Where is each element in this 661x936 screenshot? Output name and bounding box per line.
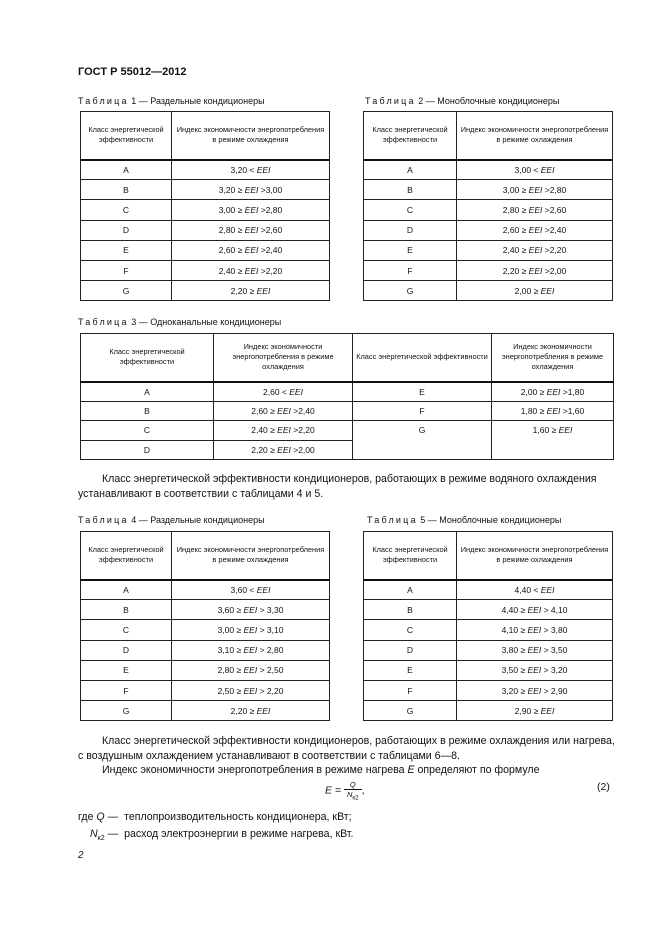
class-cell: A <box>81 382 214 402</box>
index-cell: 3,10 ≥ EEI > 2,80 <box>172 640 330 660</box>
index-cell: 3,20 < EEI <box>172 160 330 180</box>
header-class: Класс энергетической эффективности <box>81 112 172 160</box>
class-cell: D <box>81 220 172 240</box>
class-cell: G <box>81 701 172 721</box>
table-row <box>81 220 330 240</box>
class-cell: C <box>81 200 172 220</box>
denominator-symbol: N <box>347 790 353 799</box>
index-cell: 2,80 ≥ EEI > 2,50 <box>172 660 330 680</box>
index-cell: 2,00 ≥ EEI >1,80 <box>492 382 614 402</box>
paragraph-air-cooling: Класс энергетической эффективности кондиционеров, работающих в режиме охлаждения или нагрева, с воздушным охлаждением устанавливают в соответствии с таблицами 6—8. <box>78 735 615 762</box>
formula-number: (2) <box>597 781 610 793</box>
formula-numerator <box>344 780 362 790</box>
caption-number: 5 <box>420 515 426 525</box>
class-cell: F <box>81 680 172 700</box>
formula-denominator <box>344 790 362 802</box>
caption-title: — Раздельные кондиционеры <box>138 96 265 106</box>
caption-title: — Одноканальные кондиционеры <box>138 317 282 327</box>
table5-caption <box>367 515 561 525</box>
header-class-right: Класс энергетической эффективности <box>353 334 492 382</box>
class-cell: D <box>81 440 214 460</box>
table-row <box>81 580 330 600</box>
table-row <box>364 240 613 260</box>
caption-number: 3 <box>131 317 137 327</box>
table-row <box>81 640 330 660</box>
table3-caption <box>78 317 281 327</box>
table-row <box>364 260 613 280</box>
para3-text-start: Индекс экономичности энергопотребления в режиме нагрева <box>102 764 405 776</box>
index-cell: 2,80 ≥ EEI >2,60 <box>172 220 330 240</box>
paragraph-water-cooling: Класс энергетической эффективности кондиционеров, работающих в режиме водяного охлаждения устанавливают в соответствии с таблицами 4 и 5. <box>78 473 597 500</box>
caption-title: — Раздельные кондиционеры <box>138 515 265 525</box>
class-cell: B <box>364 180 457 200</box>
where-symbol: Q <box>96 811 105 823</box>
table-row <box>81 382 614 402</box>
index-cell: 3,00 ≥ EEI >2,80 <box>172 200 330 220</box>
class-cell: E <box>81 240 172 260</box>
table-row <box>364 640 613 660</box>
class-cell: B <box>81 401 214 421</box>
table-4 <box>80 531 330 721</box>
index-cell: 2,20 ≥ EEI <box>172 701 330 721</box>
index-cell: 3,80 ≥ EEI > 3,50 <box>457 640 613 660</box>
where-dash: — <box>107 828 119 840</box>
caption-title: — Моноблочные кондиционеры <box>427 515 562 525</box>
index-cell: 2,60 ≥ EEI >2,40 <box>214 401 353 421</box>
table-row <box>81 620 330 640</box>
caption-word: Таблица <box>367 515 418 525</box>
table-row <box>364 680 613 700</box>
numerator-symbol: Q <box>349 780 356 789</box>
index-cell: 2,40 ≥ EEI >2,20 <box>457 240 613 260</box>
where-text: теплопроизводительность кондиционера, кВт; <box>124 811 352 823</box>
index-cell: 2,90 ≥ EEI <box>457 701 613 721</box>
table1-caption <box>78 96 265 106</box>
index-cell: 3,00 ≥ EEI > 3,10 <box>172 620 330 640</box>
index-cell: 1,60 ≥ EEI <box>492 421 614 460</box>
table-row <box>81 281 330 301</box>
class-cell: E <box>364 240 457 260</box>
index-cell: 2,20 ≥ EEI >2,00 <box>214 440 353 460</box>
index-cell: 3,00 < EEI <box>457 160 613 180</box>
index-cell: 2,40 ≥ EEI >2,20 <box>172 260 330 280</box>
index-cell: 2,50 ≥ EEI > 2,20 <box>172 680 330 700</box>
caption-number: 4 <box>131 515 137 525</box>
index-cell: 3,60 ≥ EEI > 3,30 <box>172 600 330 620</box>
caption-word: Таблица <box>78 96 129 106</box>
table-row <box>81 421 614 441</box>
where-text: расход электроэнергии в режиме нагрева, кВт. <box>124 828 354 840</box>
header-index: Индекс экономичности энергопотребления в режиме охлаждения <box>172 532 330 580</box>
table4-caption <box>78 515 265 525</box>
class-cell: D <box>364 220 457 240</box>
formula <box>325 780 365 802</box>
class-cell: C <box>81 421 214 441</box>
index-cell: 4,40 ≥ EEI > 4,10 <box>457 600 613 620</box>
formula-fraction <box>344 780 362 802</box>
class-cell: B <box>81 180 172 200</box>
para3-variable: E <box>407 764 415 776</box>
index-cell: 2,60 ≥ EEI >2,40 <box>457 220 613 240</box>
header-index: Индекс экономичности энергопотребления в режиме охлаждения <box>457 112 613 160</box>
table-row <box>364 660 613 680</box>
table-2 <box>363 111 613 301</box>
table-row <box>81 180 330 200</box>
table-row <box>364 701 613 721</box>
index-cell: 2,80 ≥ EEI >2,60 <box>457 200 613 220</box>
table-row <box>81 260 330 280</box>
table-1 <box>80 111 330 301</box>
index-cell: 1,80 ≥ EEI >1,60 <box>492 401 614 421</box>
table-row <box>364 220 613 240</box>
caption-number: 1 <box>131 96 137 106</box>
table-row <box>81 600 330 620</box>
formula-equals: = <box>334 784 342 797</box>
formula-lhs: E <box>325 784 333 797</box>
class-cell: D <box>81 640 172 660</box>
class-cell: E <box>353 382 492 402</box>
class-cell: A <box>364 580 457 600</box>
class-cell: C <box>364 620 457 640</box>
table-row <box>81 701 330 721</box>
table-5 <box>363 531 613 721</box>
class-cell: F <box>364 260 457 280</box>
where-line-n <box>90 827 353 847</box>
header-index-right: Индекс экономичности энергопотребления в режиме охлаждения <box>492 334 614 382</box>
table-3 <box>80 333 614 460</box>
table-row <box>364 180 613 200</box>
header-index: Индекс экономичности энергопотребления в режиме охлаждения <box>172 112 330 160</box>
index-cell: 2,20 ≥ EEI >2,00 <box>457 260 613 280</box>
index-cell: 2,20 ≥ EEI <box>172 281 330 301</box>
class-cell: G <box>364 281 457 301</box>
where-subscript: к2 <box>97 835 105 843</box>
header-class: Класс энергетической эффективности <box>81 532 172 580</box>
class-cell: F <box>81 260 172 280</box>
table-row <box>81 200 330 220</box>
table-row <box>364 580 613 600</box>
class-cell: E <box>81 660 172 680</box>
index-cell: 2,00 ≥ EEI <box>457 281 613 301</box>
where-line-q <box>78 810 352 825</box>
table-row <box>364 620 613 640</box>
class-cell: B <box>364 600 457 620</box>
index-cell: 3,20 ≥ EEI >3,00 <box>172 180 330 200</box>
header-index: Индекс экономичности энергопотребления в режиме охлаждения <box>457 532 613 580</box>
class-cell: A <box>81 160 172 180</box>
page-number: 2 <box>78 850 84 861</box>
paragraph-heating-index <box>102 763 616 778</box>
where-dash: — <box>107 811 119 823</box>
index-cell: 3,60 < EEI <box>172 580 330 600</box>
caption-number: 2 <box>418 96 424 106</box>
denominator-subscript: к2 <box>352 794 359 802</box>
table-row <box>364 200 613 220</box>
index-cell: 3,00 ≥ EEI >2,80 <box>457 180 613 200</box>
caption-title: — Моноблочные кондиционеры <box>425 96 560 106</box>
index-cell: 2,60 < EEI <box>214 382 353 402</box>
class-cell: F <box>364 680 457 700</box>
where-prefix: где <box>78 811 94 823</box>
class-cell: A <box>81 580 172 600</box>
class-cell: E <box>364 660 457 680</box>
index-cell: 3,50 ≥ EEI > 3,20 <box>457 660 613 680</box>
class-cell: D <box>364 640 457 660</box>
caption-word: Таблица <box>78 317 129 327</box>
table-row <box>81 160 330 180</box>
table-row <box>81 240 330 260</box>
where-symbol: N <box>90 828 98 840</box>
index-cell: 3,20 ≥ EEI > 2,90 <box>457 680 613 700</box>
header-class-left: Класс энергетической эффективности <box>81 334 214 382</box>
class-cell: F <box>353 401 492 421</box>
header-index-left: Индекс экономичности энергопотребления в режиме охлаждения <box>214 334 353 382</box>
class-cell: C <box>81 620 172 640</box>
index-cell: 4,10 ≥ EEI > 3,80 <box>457 620 613 640</box>
class-cell: G <box>81 281 172 301</box>
table-row <box>81 660 330 680</box>
class-cell: G <box>353 421 492 460</box>
table-row <box>81 401 614 421</box>
formula-comma: , <box>361 784 365 797</box>
table-row <box>81 680 330 700</box>
class-cell: B <box>81 600 172 620</box>
table-row <box>364 160 613 180</box>
index-cell: 2,60 ≥ EEI >2,40 <box>172 240 330 260</box>
caption-word: Таблица <box>365 96 416 106</box>
class-cell: G <box>364 701 457 721</box>
index-cell: 4,40 < EEI <box>457 580 613 600</box>
class-cell: A <box>364 160 457 180</box>
index-cell: 2,40 ≥ EEI >2,20 <box>214 421 353 441</box>
table-row <box>364 600 613 620</box>
table2-caption <box>365 96 559 106</box>
class-cell: C <box>364 200 457 220</box>
table-row <box>364 281 613 301</box>
caption-word: Таблица <box>78 515 129 525</box>
header-class: Класс энергетической эффективности <box>364 532 457 580</box>
para3-text-end: определяют по формуле <box>417 764 540 776</box>
header-class: Класс энергетической эффективности <box>364 112 457 160</box>
document-header: ГОСТ Р 55012—2012 <box>78 66 187 78</box>
